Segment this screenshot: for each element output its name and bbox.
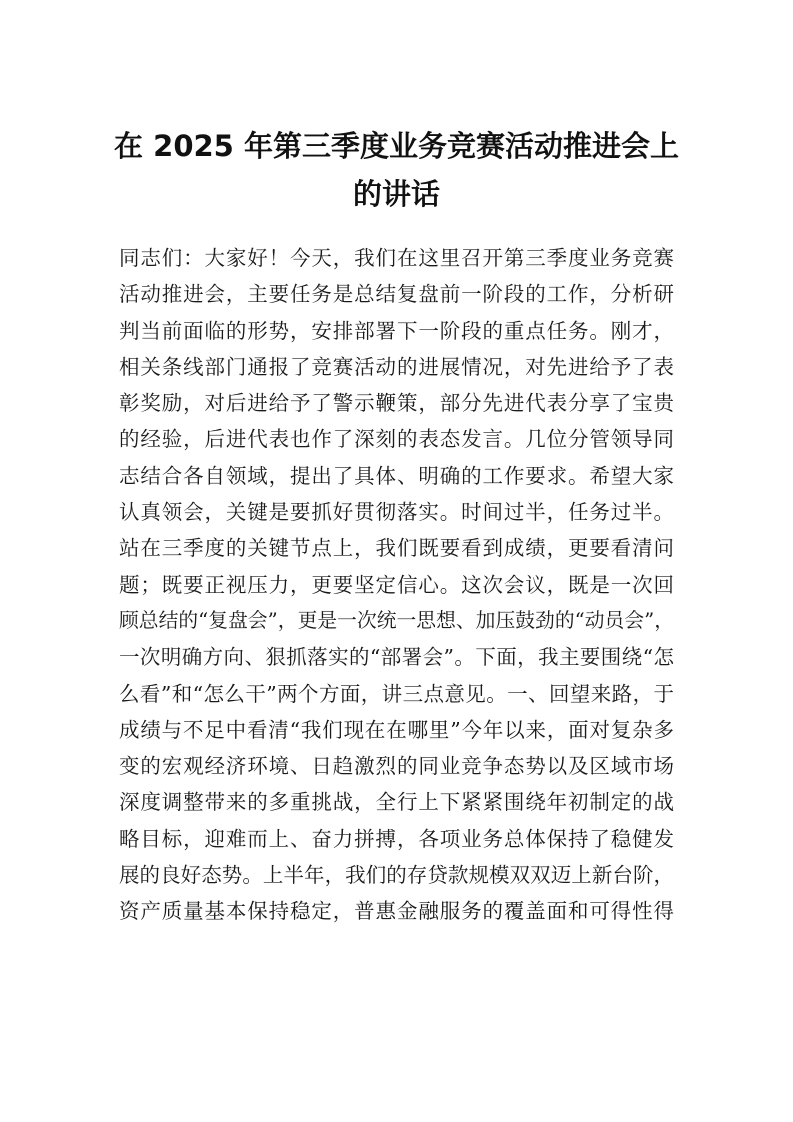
body-line: 彰奖励，对后进给予了警示鞭策，部分先进代表分享了宝贵: [119, 391, 674, 416]
body-line: 站在三季度的关键节点上，我们既要看到成绩，更要看清问: [119, 536, 674, 561]
title-line-1: 在 2025 年第三季度业务竞赛活动推进会上: [114, 129, 679, 163]
body-line: 活动推进会，主要任务是总结复盘前一阶段的工作，分析研: [119, 282, 674, 307]
body-line: 一次明确方向、狠抓落实的“部署会”。下面，我主要围绕“怎: [119, 645, 674, 670]
body-line: 变的宏观经济环境、日趋激烈的同业竞争态势以及区域市场: [119, 754, 674, 779]
body-line: 顾总结的“复盘会”，更是一次统一思想、加压鼓劲的“动员会”，: [119, 608, 674, 632]
body-line: 资产质量基本保持稳定，普惠金融服务的覆盖面和可得性得: [119, 899, 674, 924]
body-line: 认真领会，关键是要抓好贯彻落实。时间过半，任务过半。: [119, 500, 674, 525]
body-line: 成绩与不足中看清“我们现在在哪里”今年以来，面对复杂多: [119, 717, 674, 742]
body-line: 的经验，后进代表也作了深刻的表态发言。几位分管领导同: [119, 427, 674, 452]
body-line: 深度调整带来的多重挑战，全行上下紧紧围绕年初制定的战: [119, 790, 674, 815]
document-title: [100, 122, 693, 218]
title-line-2: 的讲话: [352, 177, 440, 211]
body-line: 题；既要正视压力，更要坚定信心。这次会议，既是一次回: [119, 572, 674, 597]
speech-body: [119, 240, 674, 930]
body-line: 志结合各自领域，提出了具体、明确的工作要求。希望大家: [119, 463, 674, 488]
body-line: 判当前面临的形势，安排部署下一阶段的重点任务。刚才，: [119, 318, 674, 343]
body-line: 略目标，迎难而上、奋力拼搏，各项业务总体保持了稳健发: [119, 826, 674, 851]
body-line: 相关条线部门通报了竞赛活动的进展情况，对先进给予了表: [119, 354, 674, 379]
body-line: 么看”和“怎么干”两个方面，讲三点意见。一、回望来路，于: [119, 681, 674, 706]
body-line: 同志们：大家好！今天，我们在这里召开第三季度业务竞赛: [119, 246, 674, 270]
body-line: 展的良好态势。上半年，我们的存贷款规模双双迈上新台阶，: [119, 863, 674, 888]
